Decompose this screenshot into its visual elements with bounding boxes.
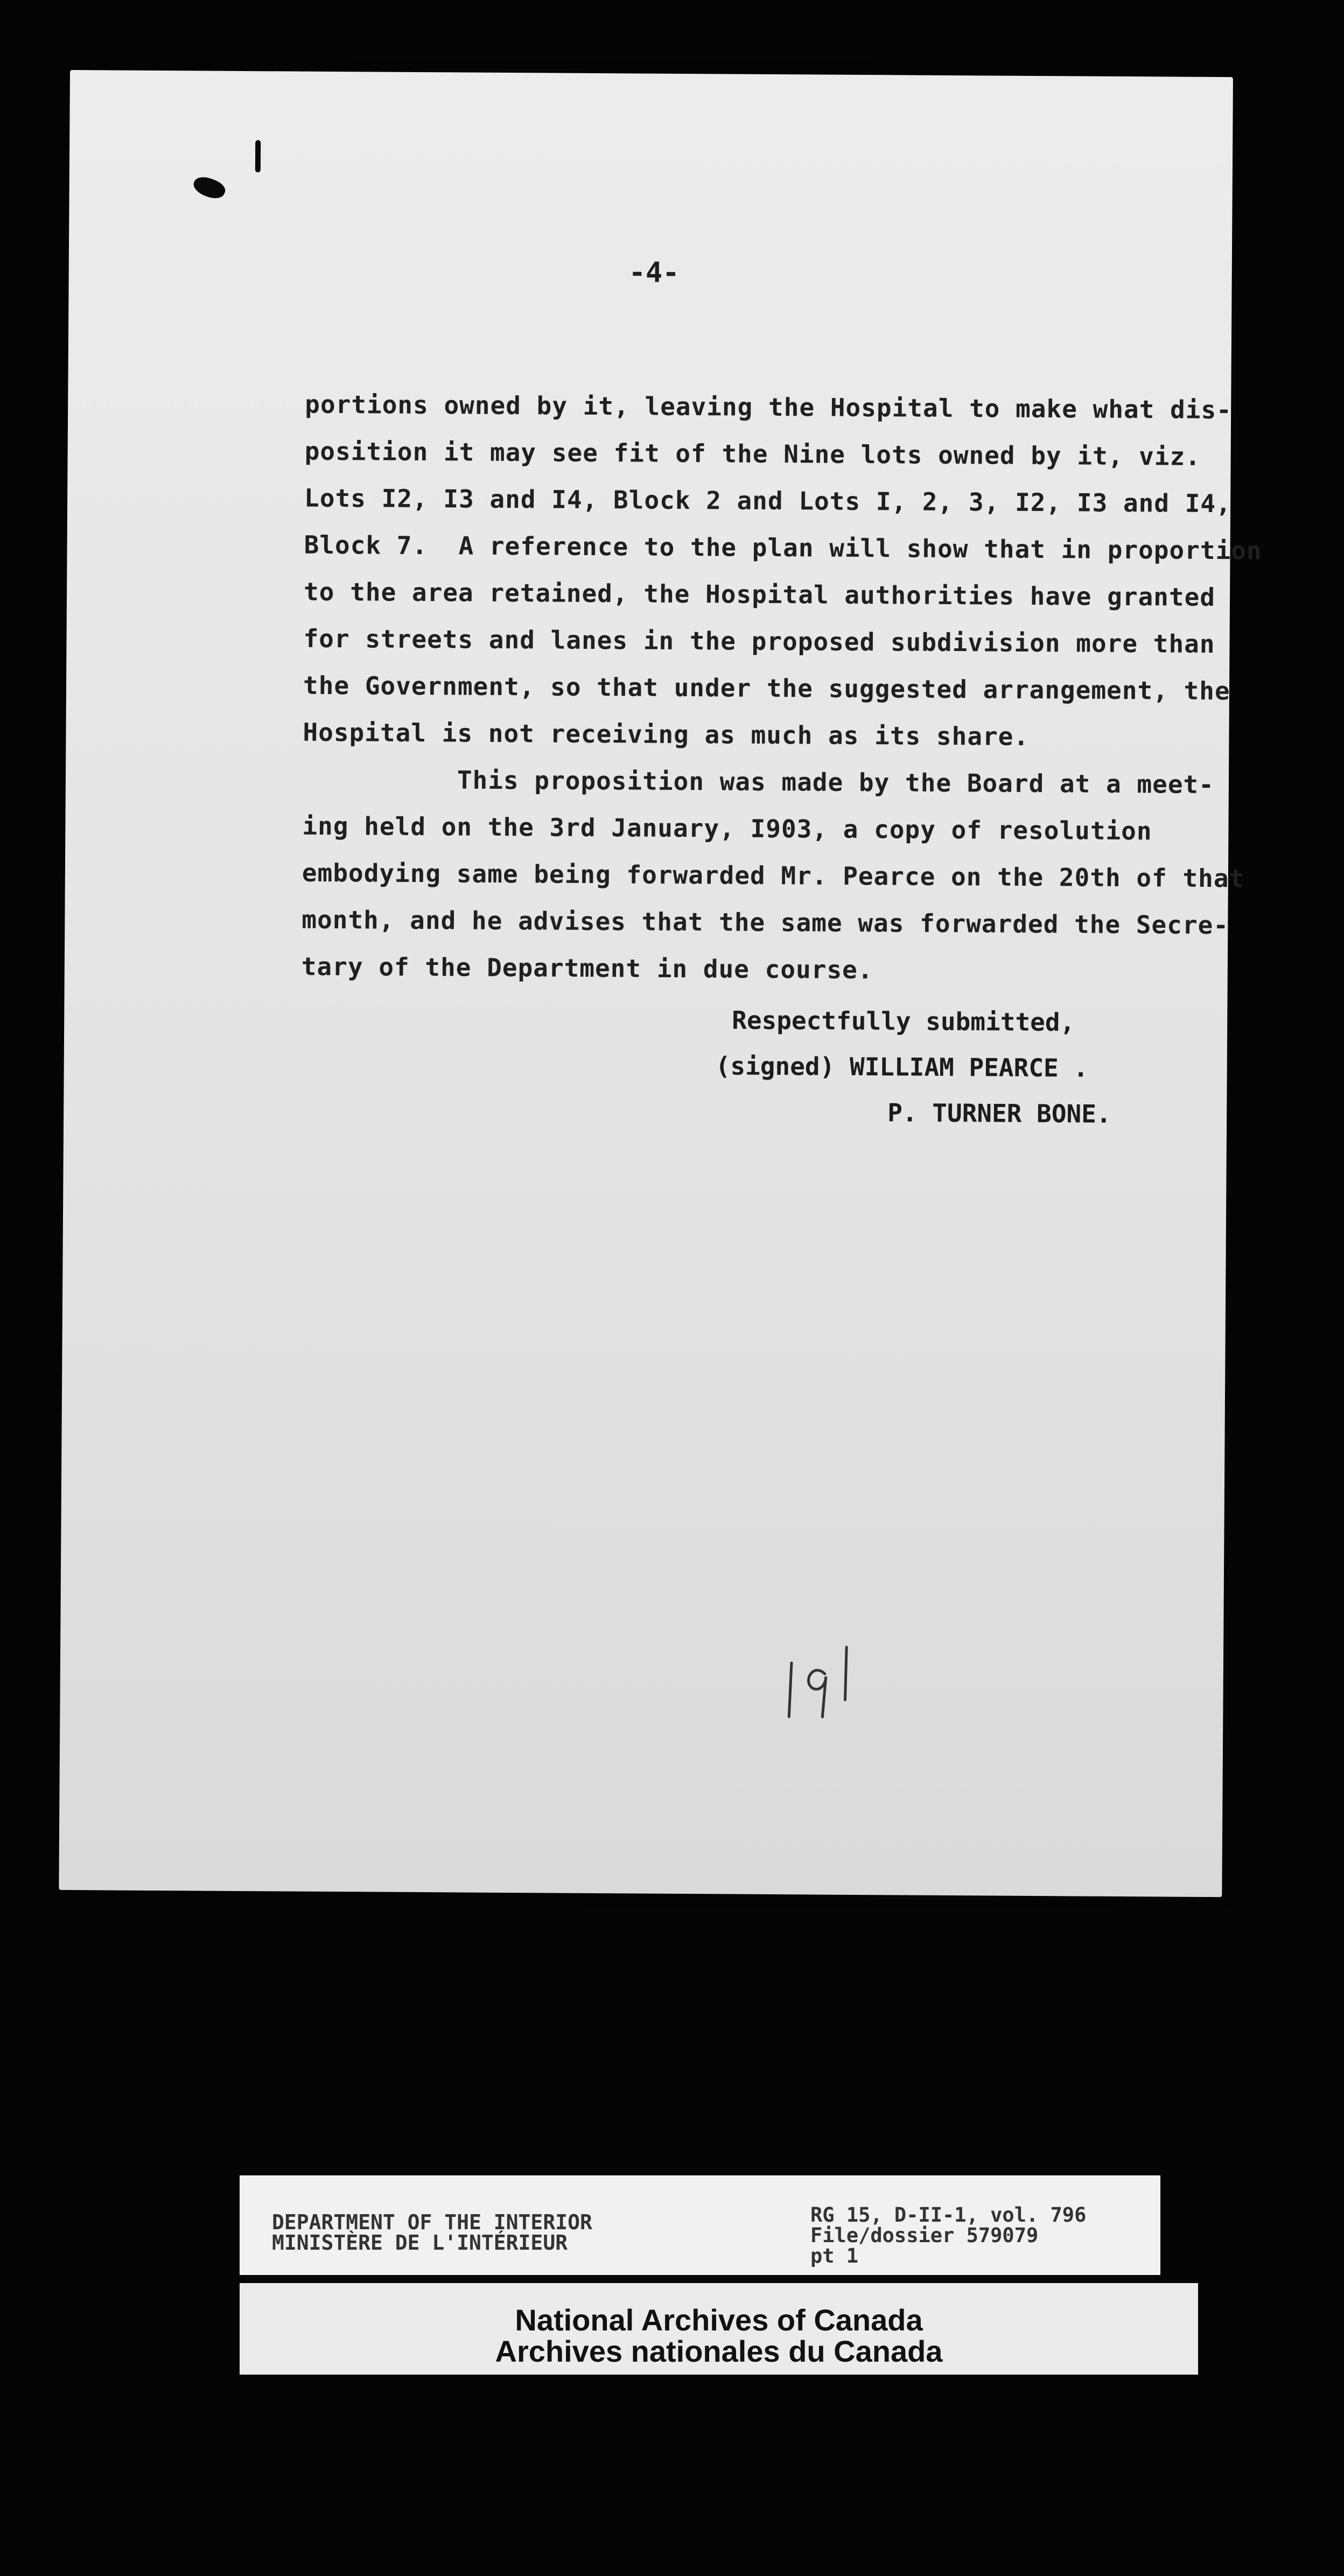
file-reference	[810, 2205, 1086, 2266]
signature-line: (signed) WILLIAM PEARCE .	[715, 1051, 1089, 1083]
page-number: -4-	[628, 256, 680, 289]
department-names	[272, 2212, 592, 2253]
body-line: Lots I2, I3 and I4, Block 2 and Lots I, 2, 3, I2, I3 and I4,	[304, 483, 1231, 519]
archive-institution-strip	[240, 2283, 1198, 2375]
institution-fr: Archives nationales du Canada	[495, 2334, 943, 2368]
letter-body	[301, 381, 1262, 996]
document-page	[59, 70, 1262, 1897]
body-line: month, and he advises that the same was forwarded the Secre-	[302, 905, 1229, 940]
body-line: This proposition was made by the Board at a meet-	[302, 764, 1215, 800]
department-en: DEPARTMENT OF THE INTERIOR	[272, 2210, 592, 2234]
body-line: for streets and lanes in the proposed subdivision more than	[303, 624, 1215, 659]
ref-line: RG 15, D-II-1, vol. 796	[810, 2203, 1087, 2227]
body-line: ing held on the 3rd January, I903, a copy of resolution	[302, 811, 1152, 846]
body-line: position it may see fit of the Nine lots owned by it, viz.	[304, 436, 1201, 471]
body-line: to the area retained, the Hospital authorities have granted	[303, 577, 1216, 612]
second-signatory: P. TURNER BONE.	[887, 1098, 1111, 1129]
closing-salutation: Respectfully submitted,	[732, 1005, 1075, 1037]
institution-names	[240, 2305, 1198, 2367]
institution-en: National Archives of Canada	[515, 2303, 923, 2337]
body-line: Hospital is not receiving as much as its share.	[303, 717, 1030, 751]
handwritten-page-number	[781, 1636, 890, 1723]
ref-line: pt 1	[810, 2244, 859, 2267]
body-line: embodying same being forwarded Mr. Pearce on the 20th of that	[302, 858, 1245, 893]
body-line: Block 7. A reference to the plan will show that in proportion	[304, 530, 1262, 565]
department-fr: MINISTÈRE DE L'INTÉRIEUR	[272, 2231, 568, 2255]
ref-line: File/dossier 579079	[810, 2224, 1039, 2247]
punch-hole-mark	[255, 140, 261, 172]
body-line: portions owned by it, leaving the Hospital to make what dis-	[305, 389, 1233, 425]
body-line: tary of the Department in due course.	[301, 951, 873, 985]
body-line: the Government, so that under the suggested arrangement, the	[303, 670, 1230, 706]
archive-reference-strip	[240, 2175, 1160, 2275]
punch-hole-mark	[191, 173, 227, 202]
